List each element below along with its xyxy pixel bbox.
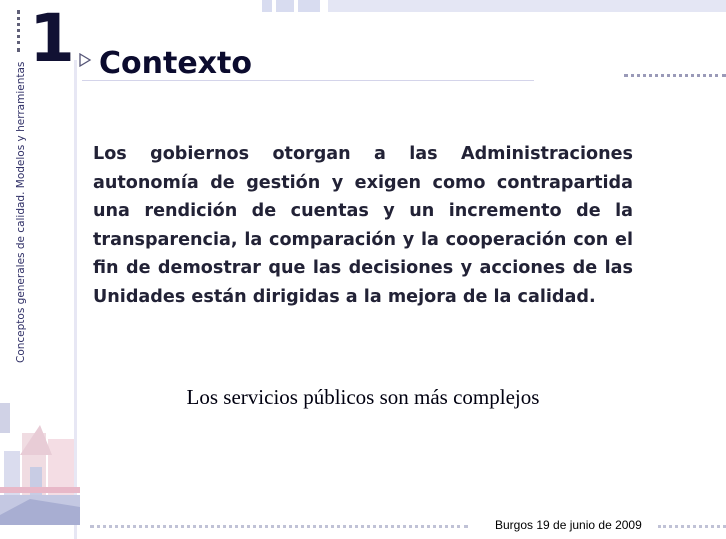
- header-decor-square: [262, 0, 272, 12]
- highlight-statement: Los servicios públicos son más complejos: [186, 385, 540, 409]
- footer-dotted-rule: [90, 525, 468, 528]
- university-logo-icon: [0, 395, 80, 525]
- page-title: Contexto: [99, 46, 252, 81]
- footer-date: Burgos 19 de junio de 2009: [495, 518, 642, 532]
- footer-dotted-rule-right: [658, 525, 726, 528]
- header-decor-square: [276, 0, 294, 12]
- vertical-caption: Conceptos generales de calidad. Modelos y herramientas: [15, 61, 27, 363]
- triangle-pointer-icon: [78, 53, 92, 67]
- top-right-dotted-rule: [624, 74, 726, 77]
- title-underline: [82, 80, 534, 81]
- header-decor-square: [328, 0, 726, 12]
- header-decor-square: [298, 0, 320, 12]
- section-number: 1: [29, 0, 75, 77]
- context-paragraph: Los gobiernos otorgan a las Administraciones autonomía de gestión y exigen como contrapartida una rendición de cuentas y un incremento de la transparencia, la comparación y la cooperación con el fin de demostrar que las decisiones y acciones de las Unidades están dirigidas a la mejora de la calidad.: [93, 144, 633, 307]
